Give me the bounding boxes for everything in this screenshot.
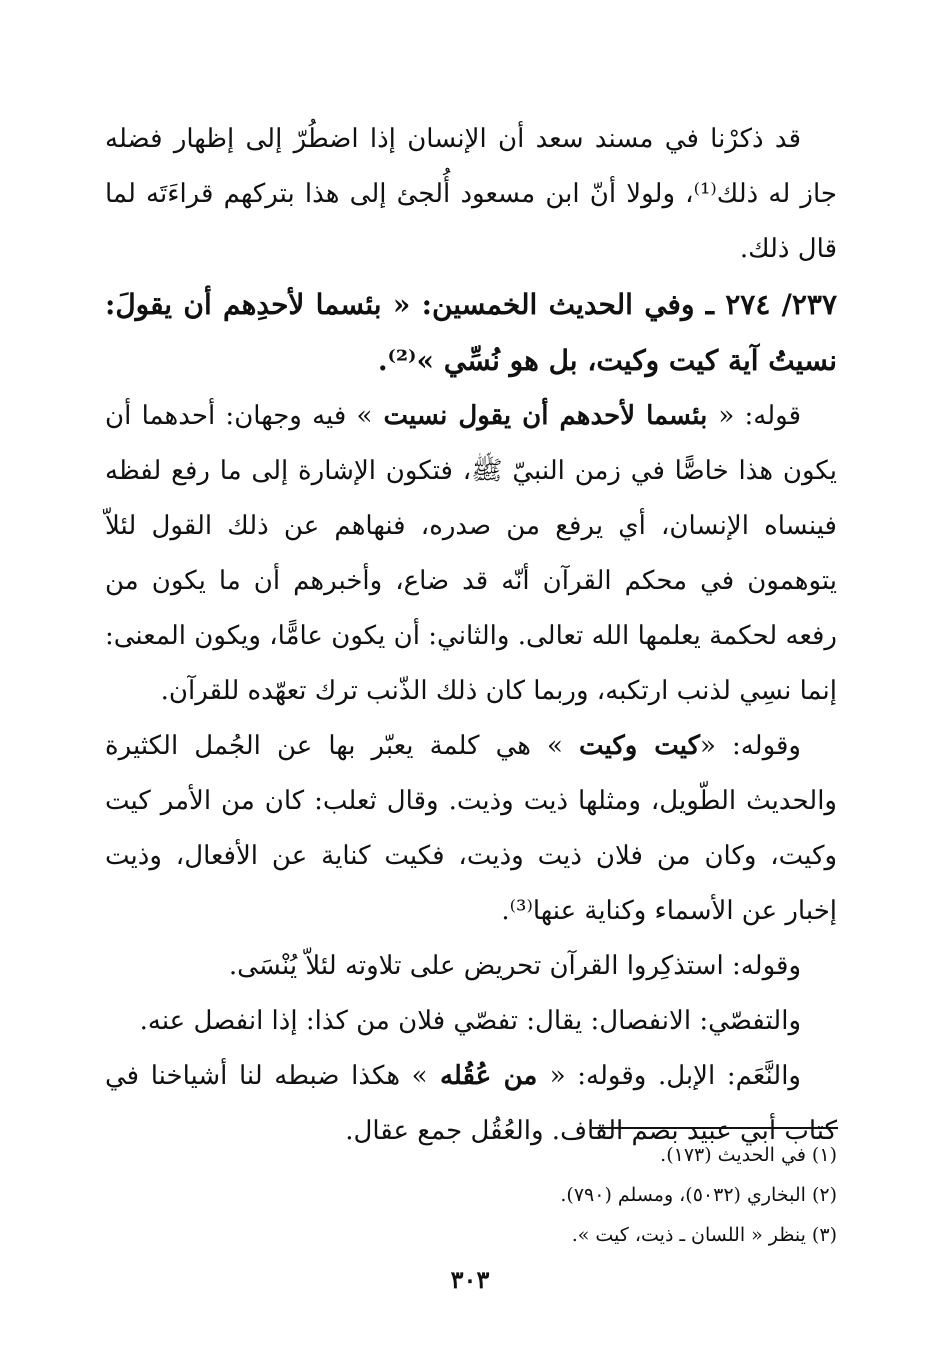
paragraph-text: » هكذا ضبطه لنا أشياخنا في كتاب أبي عبيد بضم القاف. والعُقُل جمع عقال. bbox=[105, 1061, 837, 1146]
footnote-1: (١) في الحديث (١٧٣). bbox=[660, 1144, 837, 1166]
paragraph-istadhkiru: وقوله: استذكِروا القرآن تحريض على تلاوته لئلاّ يُنْسَى. bbox=[228, 951, 801, 981]
paragraph-tafassi: والتفصّي: الانفصال: يقال: تفصّي فلان من كذا: إذا انفصل عنه. bbox=[139, 1006, 801, 1036]
footnote-3: (٣) ينظر « اللسان ـ ذيت، كيت ». bbox=[571, 1224, 837, 1246]
quote-open: قوله: « bbox=[718, 401, 802, 431]
hadith-heading: ٢٣٧/ ٢٧٤ ـ وفي الحديث الخمسين: « بئسما لأحدِهم أن يقولَ: نسيتُ آية كيت وكيت، بل هو نُسِّي »⁽²⁾. bbox=[105, 288, 837, 377]
paragraph-first-commentary bbox=[105, 389, 837, 719]
paragraph-text: » فيه وجهان: أحدهما أن يكون هذا خاصًّا في زمن النبيّ ﷺ، فتكون الإشارة إلى ما رفع لفظه فينساه الإنسان، أي يرفع من صدره، فنهاهم عن ذلك القول لئلاّ يتوهمون في محكم القرآن أنّه قد ضاع، وأخبرهم أن ما يكون من رفعه لحكمة يعلمها الله تعالى. والثاني: أن يكون عامًّا، ويكون المعنى: إنما نسِي لذنب ارتكبه، وربما كان ذلك الذّنب ترك تعهّده للقرآن. bbox=[105, 401, 837, 706]
page-body bbox=[105, 112, 837, 1159]
quoted-phrase: من عُقُله bbox=[427, 1061, 550, 1091]
quoted-phrase: بئسما لأحدهم أن يقول نسيت bbox=[372, 401, 719, 431]
quoted-phrase: كيت وكيت bbox=[579, 731, 700, 761]
quote-open: والنَّعَم: الإبل. وقوله: « bbox=[549, 1061, 801, 1091]
page-number: ٣٠٣ bbox=[450, 1265, 490, 1294]
paragraph-intro: قد ذكرْنا في مسند سعد أن الإنسان إذا اضطُرّ إلى إظهار فضله جاز له ذلك⁽¹⁾، ولولا أنّ ابن مسعود أُلجئ إلى هذا بتركهم قراءَتَه لما قال ذلك. bbox=[105, 124, 837, 264]
paragraph-text: » هي كلمة يعبّر بها عن الجُمل الكثيرة والحديث الطّويل، ومثلها ذيت وذيت. وقال ثعلب: كان من الأمر كيت وكيت، وكان من فلان ذيت وذيت، فكيت كناية عن الأفعال، وذيت إخبار عن الأسماء وكناية عنها⁽³⁾. bbox=[105, 731, 837, 926]
footnote-divider bbox=[592, 1127, 838, 1129]
paragraph-kayt-wakayt bbox=[105, 719, 837, 939]
footnotes bbox=[300, 1135, 837, 1255]
quote-open: وقوله: « bbox=[699, 731, 801, 761]
footnote-2: (٢) البخاري (٥٠٣٢)، ومسلم (٧٩٠). bbox=[560, 1184, 837, 1206]
